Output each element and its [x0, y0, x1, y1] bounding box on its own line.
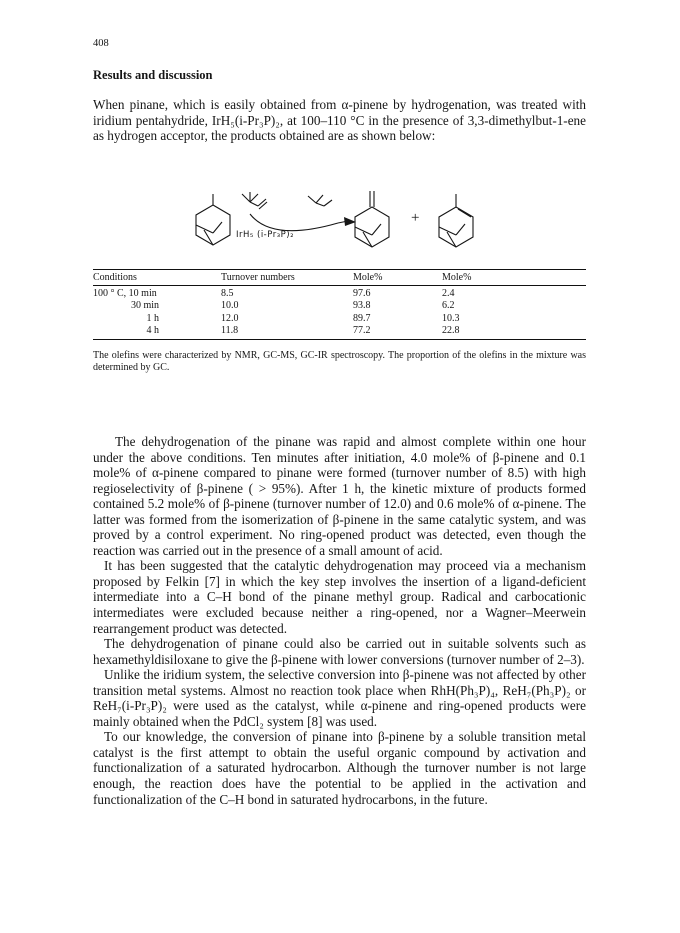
cell-turnover: 10.0	[221, 300, 239, 312]
cell-turnover: 8.5	[221, 288, 234, 299]
body-paragraph: Unlike the iridium system, the selective conversion into β-pinene was not affected by other transition metal systems. Almost no reaction took place when RhH(Ph₃P)₄, ReH₇(Ph₃P)₂ or ReH₇(i-Pr₃P)₂ were used as the catalyst, while α-pinene and ring-opened products were mainly obtained when the PdCl₂ system [8] was used.	[93, 667, 586, 729]
pinane-structure	[196, 194, 230, 245]
section-heading: Results and discussion	[93, 68, 213, 82]
alpha-pinene-structure	[439, 194, 473, 247]
table-row	[93, 286, 586, 301]
cell-mole-alpha: 2.4	[442, 288, 455, 299]
header-conditions: Conditions	[93, 270, 221, 286]
cell-turnover: 12.0	[221, 312, 239, 324]
tert-butylethylene-structure	[242, 192, 267, 209]
cell-mole-alpha: 10.3	[442, 312, 460, 324]
header-turnover: Turnover numbers	[221, 270, 353, 286]
cell-conditions: 30 min	[130, 300, 159, 312]
table-row	[93, 313, 586, 325]
table-header-row	[93, 270, 586, 286]
cell-mole-alpha: 6.2	[442, 300, 455, 312]
reaction-arrow	[250, 214, 338, 231]
cell-mole-alpha: 22.8	[442, 325, 586, 340]
page-number: 408	[93, 38, 109, 49]
cell-conditions: 4 h	[146, 324, 159, 336]
cell-mole-beta: 97.6	[353, 288, 371, 299]
table-row	[93, 300, 586, 312]
header-mole-percent-beta: Mole%	[353, 270, 442, 286]
header-mole-percent-alpha: Mole%	[442, 270, 586, 286]
cell-mole-beta: 89.7	[353, 312, 371, 324]
cell-mole-beta: 77.2	[353, 325, 442, 340]
reaction-scheme	[160, 178, 520, 258]
results-table	[93, 269, 586, 340]
plus-sign: +	[411, 210, 420, 226]
table-row	[93, 325, 586, 340]
beta-pinene-structure	[355, 191, 389, 247]
body-paragraph: To our knowledge, the conversion of pinane into β-pinene by a soluble transition metal catalyst is the first attempt to obtain the useful organic compound by activation and functionalization of a saturated hydrocarbon. Although the turnover number is not large enough, the reaction does have the potential to be applied in the activation and functionalization of the C–H bond in saturated hydrocarbons, in the future.	[93, 729, 586, 807]
catalyst-label: IrH₅ (i-Pr₃P)₂	[236, 230, 294, 240]
cell-conditions: 100 ° C, 10 min	[93, 288, 157, 299]
dimethylbutane-structure	[308, 195, 332, 206]
body-paragraph: The dehydrogenation of pinane could also be carried out in suitable solvents such as hexamethyldisiloxane to give the β-pinene with lower conversions (turnover number of 2–3).	[93, 636, 586, 667]
body-paragraph: It has been suggested that the catalytic dehydrogenation may proceed via a mechanism proposed by Felkin [7] in which the key step involves the insertion of a ligand-deficient intermediate into a C–H bond of the pinane methyl group. Radical and carbocationic intermediates were excluded because neither a ring-opened, nor a Wagner–Meerwein rearrangement product was detected.	[93, 558, 586, 636]
body-paragraph: The dehydrogenation of the pinane was rapid and almost complete within one hour under the above conditions. Ten minutes after initiation, 4.0 mole% of β-pinene and 0.1 mole% of α-pinene compared to pinane were formed (turnover number of 8.5) with high regioselectivity of β-pinene ( > 95%). After 1 h, the kinetic mixture of products formed contained 5.2 mole% of β-pinene (turnover number of 12.0) and 0.6 mole% of α-pinene. The latter was formed from the isomerization of β-pinene in the same catalytic system, and was proved by a control experiment. No ring-opened product was detected, even though the reaction was carried out in the presence of a small amount of acid.	[93, 434, 586, 558]
intro-paragraph: When pinane, which is easily obtained from α-pinene by hydrogenation, was treated with iridium pentahydride, IrH₅(i-Pr₃P)₂, at 100–110 °C in the presence of 3,3-dimethylbut-1-ene as hydrogen acceptor, the products obtained are as shown below:	[93, 97, 586, 144]
cell-conditions: 1 h	[146, 312, 159, 324]
discussion-body	[93, 434, 586, 807]
cell-turnover: 11.8	[221, 325, 353, 340]
arrow-head	[344, 217, 356, 226]
cell-mole-beta: 93.8	[353, 300, 371, 312]
table-footnote: The olefins were characterized by NMR, GC-MS, GC-IR spectroscopy. The proportion of the olefins in the mixture was determined by GC.	[93, 350, 586, 374]
